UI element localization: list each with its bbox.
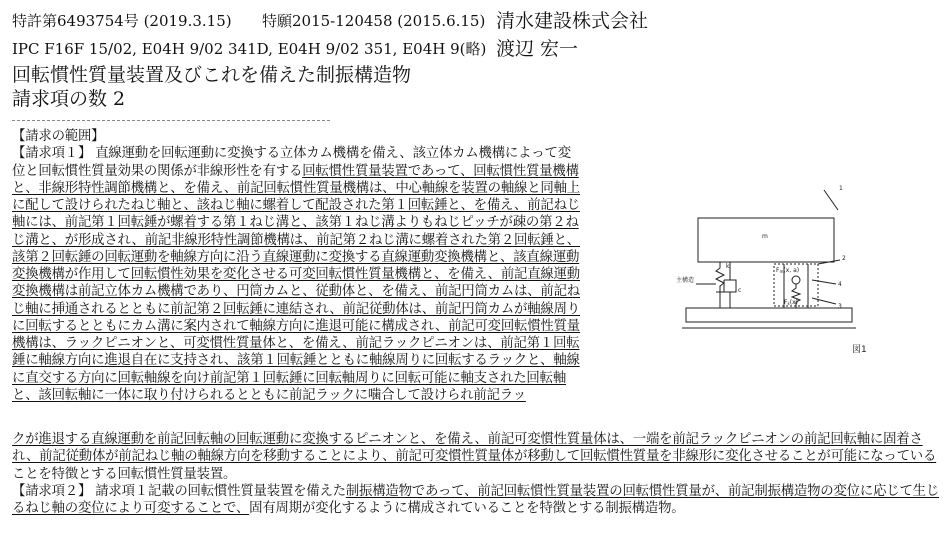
label-3: 3 <box>838 303 842 310</box>
claim-2-c: 固有周期が変化するように構成されていることを特徴とする制振構造物。 <box>249 501 685 516</box>
ipc-classification: IPC F16F 15/02, E04H 9/02 341D, E04H 9/02 351, E04H 9(略) <box>12 40 487 58</box>
claim-1-intro: 直線運動を回転運動に変換する立体カム機構を備え、該立体カム機構によって変位と回転慣性質量効果の関係が非線形性を有する <box>12 146 571 179</box>
mass-block <box>698 218 834 262</box>
label-fk: Fk(x) <box>784 299 799 306</box>
application-number: 特願2015-120458 (2015.6.15) <box>262 12 486 30</box>
inventor-name: 渡辺 宏一 <box>496 38 579 60</box>
label-m: m <box>762 233 768 240</box>
claim-1 <box>12 145 582 404</box>
claim-1-body: 回転慣性質量装置であって、回転慣性質量機構と、非線形特性調節機構と、を備え、前記回転慣性質量機構は、中心軸線を装置の軸線と同軸上に配して設けられたねじ軸と、該ねじ軸に螺着して配設された第１回転錘と、を備え、前記ねじ軸には、前記第１回転錘が螺着する第１ねじ溝と、該第１ねじ溝よりもねじピッチが疎の第２ねじ溝と、が形成され、前記非線形特性調節機構は、前記第２ねじ溝に螺着された第２回転錘と、該第２回転錘の回転運動を軸線方向に沿う直線運動に変換する直線運動変換機構と、該直線運動変換機構が作用して回転慣性効果を変化させる可変回転慣性質量機構と、を備え、前記直線運動変換機構は前記立体カム機構であり、円筒カムと、従動体と、を備え、前記円筒カムは、前記ねじ軸に挿通されるとともに前記第２回転錘に連結され、前記従動体は、前記円筒カムが軸線周りに回転するとともにカム溝に案内されて軸線方向に進退可能に構成され、前記可変回転慣性質量機構は、ラックピニオンと、可変慣性質量体と、を備え、前記ラックピニオンは、前記第１回転錘に軸線方向に進退自在に支持され、該第１回転錘とともに軸線周りに回転するラックと、軸線に直交する方向に回転軸線を向け前記第１回転錘に回転軸周りに回転可能に軸支された回転軸と、該回転軸に一体に取り付けられるとともに前記ラックに噛合して設けられ前記ラッ <box>12 163 580 403</box>
claim-1-continued <box>12 431 940 483</box>
separator-line <box>12 120 330 121</box>
claims-count: 請求項の数 2 <box>12 88 126 110</box>
figure-caption: 図1 <box>852 345 867 355</box>
label-1: 1 <box>839 185 843 192</box>
label-4: 4 <box>838 281 842 288</box>
label-fm: Fm(x, a) <box>776 267 800 274</box>
invention-title: 回転慣性質量装置及びこれを備えた制振構造物 <box>12 64 412 86</box>
patent-number: 特許第6493754号 (2019.3.15) <box>12 12 232 30</box>
spring-k <box>716 262 724 292</box>
label-main-structure: 主構造 <box>676 277 695 284</box>
claims-heading: 【請求の範囲】 <box>12 129 105 144</box>
leader-line-1 <box>824 190 838 210</box>
applicant-name: 清水建設株式会社 <box>496 10 649 32</box>
label-k: k <box>726 263 730 270</box>
inertia-element <box>792 276 800 284</box>
figure-1 <box>676 180 876 360</box>
claim-2-b: 制振構造物であって、前記回転慣性質量装置の回転慣性質量が、前記制振構造物の変位に応じて生じるねじ軸の変位により可変することで、 <box>12 483 940 516</box>
ground-slab <box>686 308 852 322</box>
claims-continued <box>12 431 940 517</box>
claim-2-a: 請求項１記載の回転慣性質量装置を備えた <box>95 483 346 499</box>
claim-1-heading: 【請求項１】 <box>12 146 92 162</box>
label-c: c <box>738 287 742 294</box>
claims-section <box>12 128 582 404</box>
claim-2-heading: 【請求項２】 <box>12 483 92 499</box>
claim-1-cont: クが進退する直線運動を前記回転軸の回転運動に変換するピニオンと、を備え、前記可変慣性質量体は、一端を前記ラックピニオンの前記回転軸に固着され、前記従動体が前記ねじ軸の軸線方向を移動することにより、前記可変慣性質量体が移動して回転慣性質量を非線形に変化させることが可能になっている <box>12 432 937 465</box>
label-2: 2 <box>842 255 846 262</box>
claim-2 <box>12 483 940 518</box>
claim-1-end: ことを特徴とする回転慣性質量装置。 <box>12 466 237 482</box>
